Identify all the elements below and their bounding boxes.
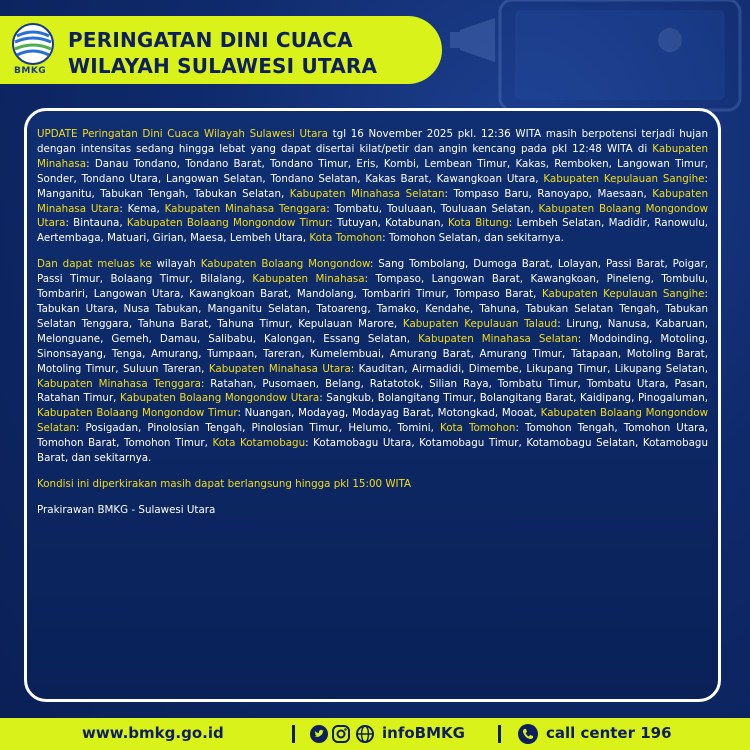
district-list: : Bintauna, [65, 217, 127, 230]
district-list: : Tomohon Tengah, Tomohon Utara, Tomohon Barat, Tomohon Timur, [37, 422, 708, 450]
region-name: Kabupaten Bolaang Mongondow Selatan [37, 407, 708, 435]
region-name: Kabupaten Minahasa Tenggara [164, 202, 327, 215]
region-name: Kota Tomohon [439, 422, 516, 435]
district-list: tgl 16 November 2025 pkl. 12:36 WITA masih berpotensi terjadi hujan dengan intensitas sedang hingga lebat yang dapat disertai kilat/petir dan angin kencang pada pkl 12:48 WITA di [37, 128, 708, 155]
district-list: : Modoinding, Motoling, Sinonsayang, Tenga, Amurang, Tumpaan, Tareran, Kumelembuai, Amurang Barat, Amurang Timur, Tatapaan, Motoling Barat, Motoling Timur, Suluun Tareran, [37, 332, 708, 375]
region-name: Kabupaten Bolaang Mongondow Utara [37, 202, 708, 230]
region-name: Kota Bitung [448, 217, 509, 230]
region-name: Kabupaten Minahasa Selatan [289, 187, 445, 200]
region-name: Kota Kotamobagu [212, 437, 306, 450]
district-list: wilayah [151, 258, 201, 271]
district-list: : Kotamobagu Utara, Kotamobagu Timur, Kotamobagu Selatan, Kotamobagu Barat, dan sekitarnya. [37, 437, 708, 465]
region-name: Kabupaten Minahasa Utara [37, 187, 708, 215]
call-center[interactable]: call center 196 [546, 724, 672, 742]
district-list: : Manganitu, Tabukan Tengah, Tabukan Selatan, [37, 172, 708, 200]
region-name: Kabupaten Minahasa [252, 273, 365, 286]
region-name: Kabupaten Kepulauan Sangihe [543, 172, 705, 185]
warning-panel [24, 108, 721, 702]
forecaster-signature: Prakirawan BMKG - Sulawesi Utara [37, 503, 216, 516]
district-list: : Ratahan, Pusomaen, Belang, Ratatotok, Silian Raya, Tombatu Timur, Tombatu Utara, Pasan, Ratahan Timur, [37, 377, 709, 405]
twitter-icon[interactable] [310, 725, 328, 743]
region-name: Kabupaten Bolaang Mongondow Utara [120, 392, 320, 405]
region-name: Kabupaten Minahasa Utara [208, 362, 351, 375]
region-name: Kabupaten Bolaang Mongondow Timur [126, 217, 330, 230]
district-list: : Tombatu, Touluaan, Touluaan Selatan, [326, 202, 539, 215]
region-name: Kabupaten Kepulauan Talaud [402, 317, 558, 330]
warning-duration: Kondisi ini diperkirakan masih dapat berlangsung hingga pkl 15:00 WITA [37, 477, 412, 490]
district-list: : Lirung, Nanusa, Kabaruan, Melonguane, Gemeh, Damau, Salibabu, Kalongan, Essang Selatan, [37, 317, 709, 345]
region-name: Kota Tomohon [309, 232, 383, 245]
warning-paragraph-1 [37, 127, 708, 246]
region-name: Kabupaten Minahasa Tenggara [37, 377, 201, 390]
district-list: : Kema, [119, 202, 165, 215]
background-illustration [440, 0, 750, 120]
warning-paragraph-2 [37, 257, 708, 466]
instagram-icon[interactable] [332, 725, 350, 743]
district-list: : Sangkub, Bolangitang Timur, Bolangitang Barat, Kaidipang, Pinogaluman, [319, 392, 708, 405]
page-title-line1: PERINGATAN DINI CUACA [68, 28, 353, 52]
district-list: : Nuangan, Modayag, Modayag Barat, Motongkad, Mooat, [237, 407, 541, 420]
website-link[interactable]: www.bmkg.go.id [82, 724, 224, 742]
district-list: : Posigadan, Pinolosian Tengah, Pinolosian Timur, Helumo, Tomini, [75, 422, 440, 435]
footer-bar [0, 718, 750, 750]
footer-separator [498, 725, 501, 743]
social-handle[interactable]: infoBMKG [382, 724, 465, 742]
footer-separator [292, 725, 295, 743]
region-name: UPDATE Peringatan Dini Cuaca Wilayah Sulawesi Utara [37, 128, 328, 140]
region-name: Kabupaten Kepulauan Sangihe [541, 288, 705, 301]
district-list: : Tabukan Utara, Nusa Tabukan, Manganitu Selatan, Tatoareng, Tamako, Kendahe, Tahuna, Tabukan Selatan Tengah, Tabukan Selatan Tenggara, Tahuna Barat, Tahuna Timur, Kepulauan Marore, [37, 288, 708, 330]
region-name: Kabupaten Minahasa Selatan [418, 332, 578, 345]
district-list: : Kauditan, Airmadidi, Dimembe, Likupang Timur, Likupang Selatan, [350, 362, 708, 375]
logo-text: BMKG [14, 66, 47, 76]
district-list: : Danau Tondano, Tondano Barat, Tondano Timur, Eris, Kombi, Lembean Timur, Kakas, Remboken, Langowan Timur, Sonder, Tondano Utara, Langowan Selatan, Tondano Selatan, Kakas Barat, Kawangkoan Utara, [37, 157, 708, 185]
district-list: : Lembeh Selatan, Madidir, Ranowulu, Aertembaga, Matuari, Girian, Maesa, Lembeh Utara, [37, 217, 709, 245]
phone-icon [518, 724, 538, 744]
region-name: Dan dapat meluas ke [37, 258, 152, 271]
globe-icon [356, 725, 374, 743]
district-list: : Tompaso Baru, Ranoyapo, Maesaan, [444, 187, 653, 200]
page-title-line2: WILAYAH SULAWESI UTARA [68, 54, 378, 78]
region-name: Kabupaten Bolaang Mongondow [200, 258, 370, 271]
region-name: Kabupaten Bolaang Mongondow Timur [37, 407, 238, 420]
district-list: : Sang Tombolang, Dumoga Barat, Lolayan, Passi Barat, Poigar, Passi Timur, Bolaang Timur, Bilalang, [37, 258, 708, 286]
region-name: Kabupaten Minahasa [37, 142, 708, 170]
district-list: : Tomohon Selatan, dan sekitarnya. [382, 232, 564, 245]
district-list: : Tutuyan, Kotabunan, [329, 217, 449, 230]
district-list: : Tompaso, Langowan Barat, Kawangkoan, Pineleng, Tombulu, Tombariri, Langowan Utara, Kawangkoan Barat, Mandolang, Tombariri Timur, Tompaso Barat, [37, 273, 708, 301]
